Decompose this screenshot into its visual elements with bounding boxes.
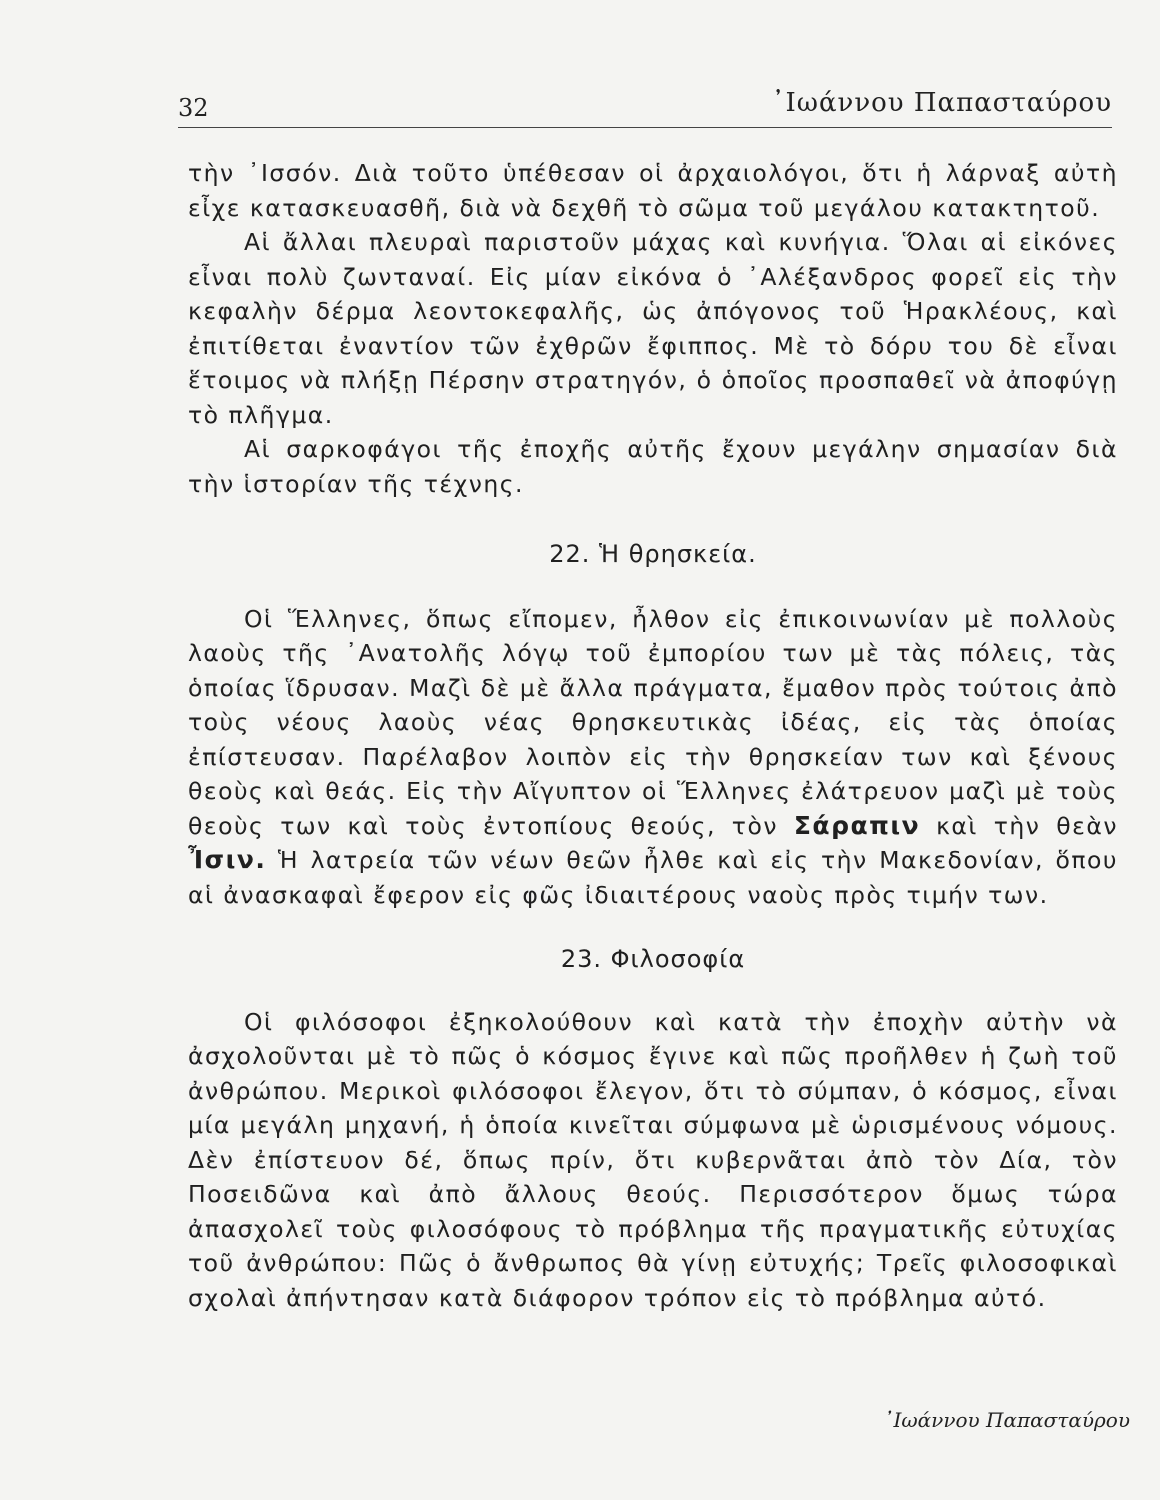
page-body	[188, 156, 1118, 1315]
paragraph-3: Αἱ σαρκοφάγοι τῆς ἐποχῆς αὐτῆς ἔχουν μεγάλην σημασίαν διὰ τὴν ἱστορίαν τῆς τέχνης.	[188, 435, 1118, 498]
paragraph-1: τὴν ᾿Ισσόν. Διὰ τοῦτο ὑπέθεσαν οἱ ἀρχαιολόγοι, ὅτι ἡ λάρναξ αὐτὴ εἶχε κατασκευασθῆ, διὰ νὰ δεχθῆ τὸ σῶμα τοῦ μεγάλου κατακτητοῦ.	[188, 159, 1118, 222]
paragraph-4	[188, 602, 1118, 913]
paragraph-4-part-a: Οἱ Ἕλληνες, ὅπως εἴπομεν, ἦλθον εἰς ἐπικοινωνίαν μὲ πολλοὺς λαοὺς τῆς ᾿Ανατολῆς λόγῳ τοῦ ἐμπορίου των μὲ τὰς πόλεις, τὰς ὁποίας ἵδρυσαν. Μαζὶ δὲ μὲ ἄλλα πράγματα, ἔμαθον πρὸς τούτοις ἀπὸ τοὺς νέους λαοὺς νέας θρησκευτικὰς ἰδέας, εἰς τὰς ὁποίας ἐπίστευσαν. Παρέλαβον λοιπὸν εἰς τὴν θρησκείαν των καὶ ξένους θεοὺς καὶ θεάς. Εἰς τὴν Αἴγυπτον οἱ Ἕλληνες ἐλάτρευον μαζὶ μὲ τοὺς θεοὺς των καὶ τοὺς ἐντοπίους θεούς, τὸν	[188, 604, 1118, 840]
header-rule	[178, 127, 1112, 128]
paragraph-4-part-c: Ἡ λατρεία τῶν νέων θεῶν ἦλθε καὶ εἰς τὴν Μακεδονίαν, ὅπου αἱ ἀνασκαφαὶ ἔφερον εἰς φῶς ἰδιαιτέρους ναοὺς πρὸς τιμήν των.	[188, 846, 1118, 909]
footer-signature: ᾿Ιωάννου Παπασταύρου	[883, 1408, 1130, 1432]
paragraph-4-part-b: καὶ τὴν θεὰν	[920, 811, 1118, 840]
paragraph-2: Αἱ ἄλλαι πλευραὶ παριστοῦν μάχας καὶ κυνήγια. Ὅλαι αἱ εἰκόνες εἶναι πολὺ ζωνταναί. Εἰς μίαν εἰκόνα ὁ ᾿Αλέξανδρος φορεῖ εἰς τὴν κεφαλὴν δέρμα λεοντοκεφαλῆς, ὡς ἀπόγονος τοῦ Ἡρακλέους, καὶ ἐπιτίθεται ἐναντίον τῶν ἐχθρῶν ἔφιππος. Μὲ τὸ δόρυ του δὲ εἶναι ἕτοιμος νὰ πλήξῃ Πέρσην στρατηγόν, ὁ ὁποῖος προσπαθεῖ νὰ ἀποφύγῃ τὸ πλῆγμα.	[188, 228, 1118, 429]
section-23-title: 23. Φιλοσοφία	[560, 945, 746, 973]
running-head: ᾿Ιωάννου Παπασταύρου	[771, 88, 1112, 118]
sarapis-term: Σάραπιν	[793, 810, 921, 840]
page-number: 32	[178, 94, 209, 122]
isis-term: Ἶσιν.	[188, 845, 267, 874]
paragraph-5: Οἱ φιλόσοφοι ἐξηκολούθουν καὶ κατὰ τὴν ἐποχὴν αὐτὴν νὰ ἀσχολοῦνται μὲ τὸ πῶς ὁ κόσμος ἔγινε καὶ πῶς προῆλθεν ἡ ζωὴ τοῦ ἀνθρώπου. Μερικοὶ φιλόσοφοι ἔλεγον, ὅτι τὸ σύμπαν, ὁ κόσμος, εἶναι μία μεγάλη μηχανή, ἡ ὁποία κινεῖται σύμφωνα μὲ ὡρισμένους νόμους. Δὲν ἐπίστευον δέ, ὅπως πρίν, ὅτι κυβερνᾶται ἀπὸ τὸν Δία, τὸν Ποσειδῶνα καὶ ἀπὸ ἄλλους θεούς. Περισσότερον ὅμως τώρα ἀπασχολεῖ τοὺς φιλοσόφους τὸ πρόβλημα τῆς πραγματικῆς εὐτυχίας τοῦ ἀνθρώπου: Πῶς ὁ ἄνθρωπος θὰ γίνῃ εὐτυχής; Τρεῖς φιλοσοφικαὶ σχολαὶ ἀπήντησαν κατὰ διάφορον τρόπον εἰς τὸ πρόβλημα αὐτό.	[188, 1007, 1118, 1312]
section-22-title: 22. Ἡ θρησκεία.	[549, 540, 757, 568]
page-header	[178, 86, 1112, 126]
